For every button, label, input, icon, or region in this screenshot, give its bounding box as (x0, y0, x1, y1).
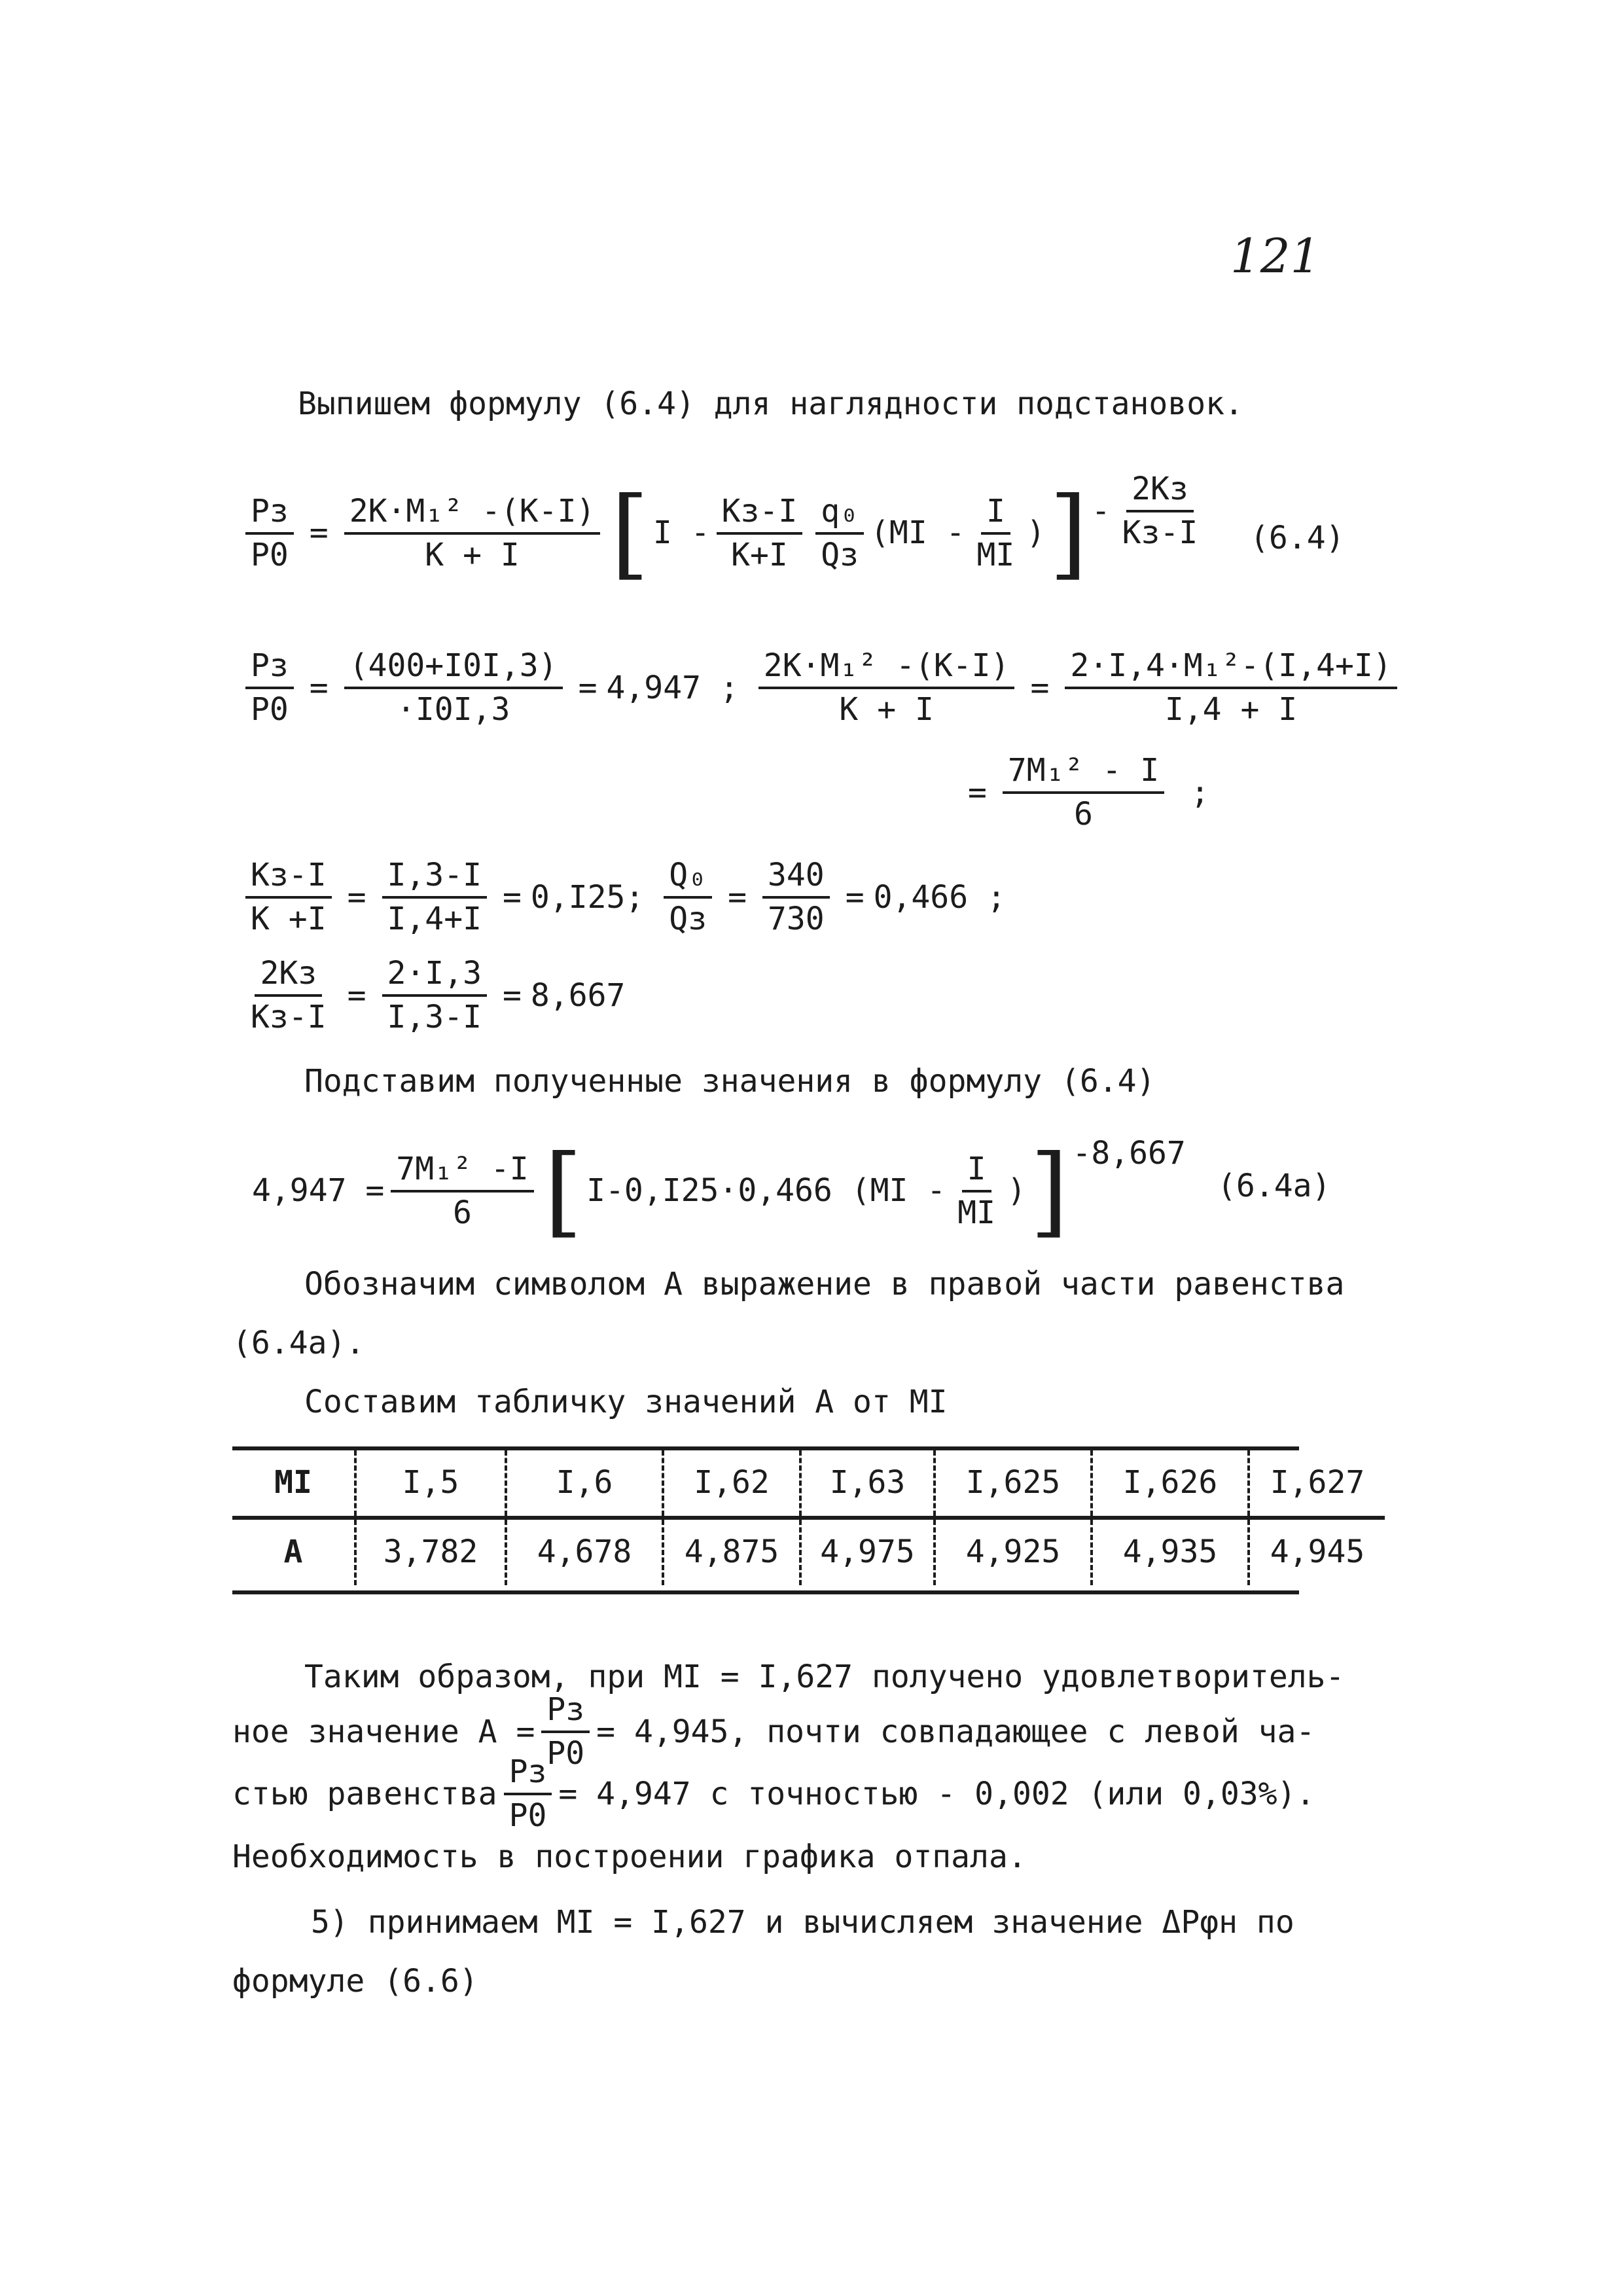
table-cell: I,62 (663, 1450, 800, 1518)
table-cell: A (283, 1534, 303, 1571)
paragraph-line: Таким образом, при MI = I,627 получено удовлетворитель- (304, 1659, 1345, 1695)
equation-pz-p0: $\frac{Pз}{P0}$ = $\frac{(400+I0I,3)}{\cdot I0I,3}$ = 4,947 ; $\frac{\text{2K·M₁² -(K-I)}}{K + I}$ = $\frac{\text{2·I,4·M₁²-(I,4+I)}}{I,4 + I}$ (239, 648, 1404, 728)
equation-result: = $\frac{\text{7M₁² - I}}{6}$ ; (968, 752, 1209, 833)
table-cell: MI (232, 1450, 355, 1518)
table-row (232, 1518, 1385, 1585)
equation-ratios: $\frac{Kз-I}{K +I}$ = $\frac{I,3-I}{I,4+I}$ = 0,I25; $\frac{\text{Q₀}}{Qз}$ = $\frac{340}{730}$ = 0,466 ; (239, 857, 1006, 937)
table-cell: 4,975 (800, 1518, 935, 1585)
table-cell: 4,935 (1092, 1518, 1249, 1585)
fraction: $\frac{\text{2K·M₁² -(K-I)}}{K + I}$ (344, 493, 601, 573)
paragraph-line: формуле (6.6) (232, 1963, 478, 2000)
equation-label: (6.4) (1250, 520, 1345, 556)
fraction: $\frac{\text{7M₁² -I}}{6}$ (391, 1151, 533, 1231)
table-cell: I,625 (935, 1450, 1092, 1518)
table-cell: 4,678 (506, 1518, 663, 1585)
fraction: $\frac{\text{2K·M₁² -(K-I)}}{K + I}$ (758, 648, 1015, 728)
fraction: $\frac{340}{730}$ (762, 857, 830, 937)
values-table (232, 1450, 1385, 1585)
fraction: $\frac{2\cdot I,3}{I,3-I}$ (382, 956, 488, 1035)
equation-2kz: $\frac{2Kз}{Kз-I}$ = $\frac{2\cdot I,3}{I,3-I}$ = 8,667 (239, 956, 625, 1035)
fraction: $\frac{2Kз}{Kз-I}$ (251, 955, 327, 1036)
table-cell: 4,925 (935, 1518, 1092, 1585)
table-cell: I,63 (800, 1450, 935, 1518)
fraction: $\frac{Pз}{P0}$ (541, 1692, 590, 1772)
paragraph-line: ное значение A = $\frac{Pз}{P0}$ = 4,945, почти совпадающее с левой ча- (232, 1691, 1315, 1772)
paragraph-line: стью равенства $\frac{Pз}{P0}$ = 4,947 с точностью - 0,002 (или 0,03%). (232, 1753, 1315, 1835)
fraction: $\frac{2Kз}{Kз-I}$ (1122, 471, 1198, 552)
paragraph-line: (6.4a). (232, 1325, 365, 1361)
table-cell: I,626 (1092, 1450, 1249, 1518)
fraction: $\frac{(400+I0I,3)}{\cdot I0I,3}$ (344, 648, 563, 728)
fraction: $\frac{Kз-I}{K +I}$ (245, 857, 332, 937)
table-cell: 4,945 (1249, 1518, 1385, 1585)
fraction: $\frac{Pз}{P0}$ (245, 493, 294, 573)
equation-label: (6.4a) (1217, 1168, 1331, 1204)
paragraph-line: 5) принимаем MI = I,627 и вычисляем значение ΔPφн по (311, 1904, 1294, 1941)
fraction: $\frac{\text{Q₀}}{Qз}$ (664, 857, 712, 937)
paragraph-line: Обозначим символом A выражение в правой части равенства (304, 1266, 1345, 1302)
paragraph-line: Необходимость в построении графика отпала. (232, 1839, 1027, 1875)
table-cell: I,6 (506, 1450, 663, 1518)
fraction: $\frac{Kз-I}{K+I}$ (717, 493, 803, 573)
page-number: 121 (1230, 228, 1321, 283)
table-bottom-rule (232, 1590, 1299, 1594)
fraction: $\frac{\text{q₀}}{Qз}$ (815, 493, 864, 573)
table-row (232, 1450, 1385, 1518)
fraction: $\frac{Pз}{P0}$ (504, 1754, 552, 1834)
table-cell: 3,782 (355, 1518, 506, 1585)
fraction: $\frac{Pз}{P0}$ (245, 648, 294, 728)
fraction: $\frac{\text{2·I,4·M₁²-(I,4+I)}}{I,4 + I}$ (1065, 648, 1397, 728)
table-cell: I,5 (355, 1450, 506, 1518)
fraction: $\frac{I}{MI}$ (957, 1150, 995, 1231)
intro-text: Выпишем формулу (6.4) для наглядности подстановок. (298, 386, 1243, 422)
equation-6-4a: 4,947 = $\frac{\text{7M₁² -I}}{6}$ [ I-0,I25·0,466 (MI - $\frac{I}{MI}$ ) ] -8,667 (252, 1134, 1186, 1248)
fraction: $\frac{I}{MI}$ (976, 492, 1015, 573)
table-cell: I,627 (1249, 1450, 1385, 1518)
fraction: $\frac{\text{7M₁² - I}}{6}$ (1003, 753, 1164, 833)
substitution-text: Подставим полученные значения в формулу (6.4) (304, 1063, 1156, 1100)
fraction: $\frac{I,3-I}{I,4+I}$ (382, 857, 488, 937)
equation-6-4: $\frac{Pз}{P0}$ = $\frac{\text{2K·M₁² -(K-I)}}{K + I}$ [ I - $\frac{Kз-I}{K+I}$ $\frac{\text{q₀}}{Qз}$ (MI - $\frac{I}{MI}$ ) ] - $\frac{2Kз}{Kз-I}$ (239, 484, 1209, 583)
table-caption: Составим табличку значений A от MI (304, 1384, 948, 1420)
table-cell: 4,875 (663, 1518, 800, 1585)
